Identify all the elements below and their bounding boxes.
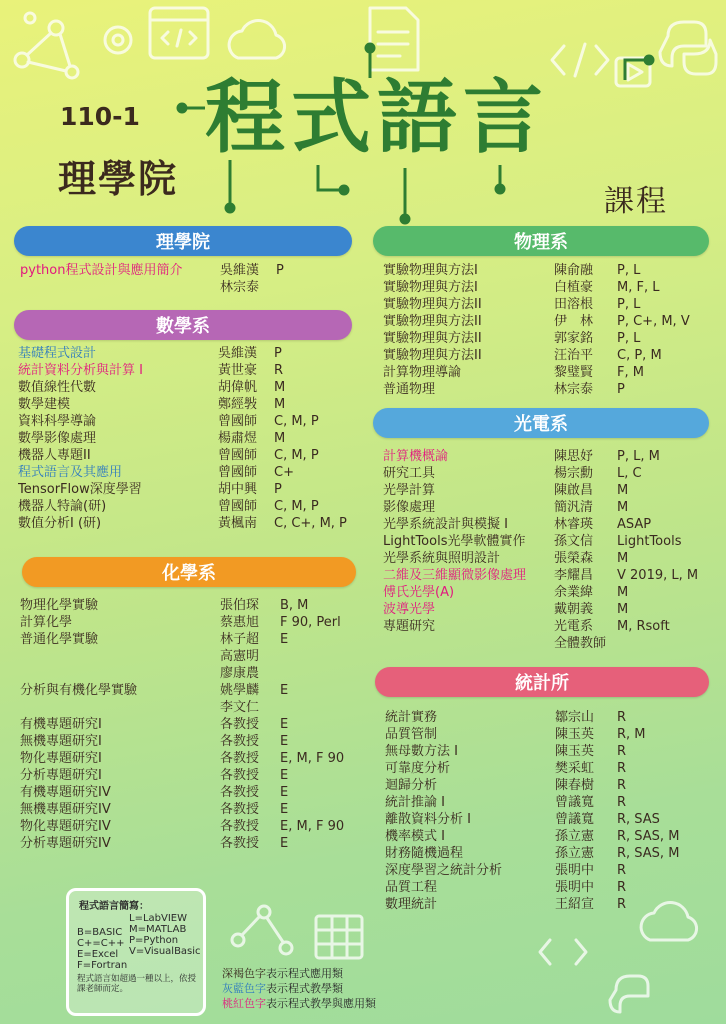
course-row: [18, 413, 359, 430]
legend-item: B=BASIC: [77, 927, 123, 938]
code-brackets-icon: [540, 940, 586, 964]
color-note-text: 表示程式應用類: [266, 967, 343, 980]
course-teacher: 廖康農: [220, 666, 260, 681]
course-row: [385, 760, 707, 777]
course-row: [383, 381, 712, 398]
course-name: 深度學習之統計分析: [385, 863, 503, 878]
course-list-chemistry: [20, 597, 370, 852]
course-language: M: [617, 500, 629, 515]
course-name: 二維及三維顯微影像處理: [383, 568, 527, 583]
course-name: 品質工程: [385, 880, 438, 895]
course-teacher: 曾國師: [218, 448, 258, 463]
course-language: P: [276, 263, 284, 278]
python-logo-icon: [660, 22, 716, 74]
course-name: 普通化學實驗: [20, 632, 99, 647]
course-language: M: [617, 602, 629, 617]
course-teacher: 李文仁: [220, 700, 260, 715]
course-language: R: [617, 795, 627, 810]
course-name: 無機專題研究IV: [20, 802, 111, 817]
course-teacher: 林宗泰: [220, 280, 260, 295]
course-language: R: [617, 710, 627, 725]
course-teacher: 各教授: [220, 734, 260, 749]
course-teacher: 陳春樹: [555, 778, 595, 793]
course-row: [385, 709, 707, 726]
course-row: [383, 465, 717, 482]
course-teacher: 吳維漢: [220, 263, 260, 278]
section-header-math: [14, 310, 352, 340]
course-language: C, M, P: [274, 414, 319, 429]
course-row: [18, 498, 359, 515]
course-row: [20, 699, 370, 716]
course-row: [383, 313, 712, 330]
course-name: 迴歸分析: [385, 778, 438, 793]
color-note-text: 表示程式教學與應用類: [266, 997, 376, 1010]
section-title: 光電系: [514, 414, 568, 435]
course-row: [385, 811, 707, 828]
course-name: 光學系統與照明設計: [383, 551, 501, 566]
course-language: E: [280, 717, 289, 732]
course-teacher: 光電系: [554, 619, 594, 634]
course-row: [20, 733, 370, 750]
course-name: 分析專題研究IV: [20, 836, 111, 851]
course-language: P, L, M: [617, 449, 660, 464]
course-language: [276, 279, 356, 296]
course-teacher: 各教授: [220, 785, 260, 800]
course-row: [18, 396, 359, 413]
course-teacher: 各教授: [220, 836, 260, 851]
color-note-text: 表示程式教學類: [266, 982, 343, 995]
course-row: [383, 635, 717, 652]
course-language: C, C+, M, P: [274, 516, 347, 531]
course-teacher: 曾議寬: [555, 795, 595, 810]
course-name: [20, 665, 220, 682]
course-language: E: [280, 836, 289, 851]
course-name: 數學建模: [18, 397, 71, 412]
course-teacher: 曾國師: [218, 465, 258, 480]
course-teacher: 各教授: [220, 802, 260, 817]
course-teacher: 白植豪: [554, 280, 594, 295]
course-language: M, F, L: [617, 280, 660, 295]
course-teacher: 孫文信: [554, 534, 594, 549]
course-language: E: [280, 734, 289, 749]
section-header-optics: [373, 408, 709, 438]
course-name: 研究工具: [383, 466, 436, 481]
color-note-brown: [222, 966, 376, 981]
course-language: E: [280, 802, 289, 817]
course-teacher: 黎璧賢: [554, 365, 594, 380]
color-note-pink: [222, 996, 376, 1011]
course-language: M: [274, 431, 286, 446]
course-row: [20, 767, 370, 784]
course-list-science: [20, 262, 356, 296]
course-row: [385, 777, 707, 794]
course-row: [385, 743, 707, 760]
course-row: [20, 665, 370, 682]
course-teacher: 黃世豪: [218, 363, 258, 378]
course-language: P, L: [617, 297, 641, 312]
course-language: R: [617, 778, 627, 793]
course-name: 物理化學實驗: [20, 598, 99, 613]
course-teacher: 王紹宣: [555, 897, 595, 912]
course-teacher: 林子超: [220, 632, 260, 647]
course-teacher: 楊肅煜: [218, 431, 258, 446]
course-name: 計算機概論: [383, 449, 449, 464]
course-list-physics: [383, 262, 712, 398]
course-row: [383, 567, 717, 584]
sub-title: 課程: [604, 184, 668, 219]
section-header-statistics: [375, 667, 709, 697]
course-language: P: [617, 382, 625, 397]
course-teacher: 汪治平: [554, 348, 594, 363]
course-language: R, M: [617, 727, 646, 742]
course-row: [20, 818, 370, 835]
course-language: E: [280, 632, 289, 647]
course-language: [280, 648, 370, 665]
course-language: C, P, M: [617, 348, 662, 363]
course-row: [18, 379, 359, 396]
course-row: [18, 464, 359, 481]
course-language: M: [617, 551, 629, 566]
course-name: 有機專題研究IV: [20, 785, 111, 800]
course-language: E, M, F 90: [280, 751, 345, 766]
course-teacher: 陳俞融: [554, 263, 594, 278]
course-row: [383, 533, 717, 550]
course-language: E, M, F 90: [280, 819, 345, 834]
course-list-optics: [383, 448, 717, 652]
course-teacher: 張伯琛: [220, 598, 260, 613]
course-language: [280, 665, 370, 682]
course-language: LightTools: [617, 534, 682, 549]
legend-right-list: [129, 913, 201, 957]
course-name: 分析與有機化學實驗: [20, 683, 138, 698]
course-row: [385, 862, 707, 879]
course-name: 機器人特論(研): [18, 499, 107, 514]
section-title: 物理系: [514, 232, 568, 253]
course-row: [383, 516, 717, 533]
course-row: [385, 794, 707, 811]
course-language: R: [617, 761, 627, 776]
course-teacher: 張榮森: [554, 551, 594, 566]
course-name: TensorFlow深度學習: [18, 482, 142, 497]
course-name: 實驗物理與方法II: [383, 331, 482, 346]
course-row: [383, 448, 717, 465]
section-header-chemistry: [22, 557, 356, 587]
course-language: R, SAS, M: [617, 829, 680, 844]
course-row: [20, 682, 370, 699]
course-name: 普通物理: [383, 382, 436, 397]
course-row: [385, 726, 707, 743]
course-row: [20, 279, 356, 296]
course-teacher: 林宗泰: [554, 382, 594, 397]
browser-code-icon: [150, 8, 208, 58]
course-teacher: 全體教師: [554, 636, 607, 651]
course-name: 物化專題研究I: [20, 751, 102, 766]
course-name: [20, 279, 220, 296]
course-teacher: 各教授: [220, 819, 260, 834]
course-row: [383, 499, 717, 516]
course-language: B, M: [280, 598, 309, 613]
course-name: 機率模式 I: [385, 829, 445, 844]
course-name: 實驗物理與方法II: [383, 297, 482, 312]
course-language: R: [617, 897, 627, 912]
course-language: [280, 699, 370, 716]
course-name: 無機專題研究I: [20, 734, 102, 749]
course-name: [383, 635, 554, 652]
course-row: [383, 601, 717, 618]
course-name: 專題研究: [383, 619, 436, 634]
section-title: 數學系: [156, 316, 210, 337]
course-teacher: 戴朝義: [554, 602, 594, 617]
course-row: [383, 279, 712, 296]
course-teacher: 鄒宗山: [555, 710, 595, 725]
course-language: E: [280, 785, 289, 800]
course-name: 程式語言及其應用: [18, 465, 123, 480]
section-title: 化學系: [162, 563, 216, 584]
course-language: R, SAS: [617, 812, 660, 827]
play-icon: [616, 58, 650, 86]
course-teacher: 各教授: [220, 751, 260, 766]
section-title: 統計所: [515, 673, 569, 694]
course-name: 實驗物理與方法II: [383, 348, 482, 363]
color-keyword: 深褐色字: [222, 967, 266, 980]
course-language: R, SAS, M: [617, 846, 680, 861]
legend-left-list: [77, 927, 127, 971]
course-name: 數值分析I (研): [18, 516, 102, 531]
course-teacher: 姚學麟: [220, 683, 260, 698]
semester-label: 110-1: [60, 102, 140, 131]
legend-item: L=LabVIEW: [129, 913, 187, 924]
course-language: R: [617, 880, 627, 895]
course-row: [383, 364, 712, 381]
course-language: P, L: [617, 263, 641, 278]
course-name: 統計資料分析與計算 I: [18, 363, 143, 378]
course-language: F, M: [617, 365, 644, 380]
color-keyword: 灰藍色字: [222, 982, 266, 995]
abbreviation-legend: [66, 888, 206, 1016]
course-name: 數理統計: [385, 897, 438, 912]
course-name: 影像處理: [383, 500, 436, 515]
course-name: 財務隨機過程: [385, 846, 464, 861]
course-language: [617, 635, 717, 652]
course-name: 數學影像處理: [18, 431, 97, 446]
course-name: 有機專題研究I: [20, 717, 102, 732]
college-title: 理學院: [58, 157, 179, 201]
course-name: 實驗物理與方法II: [383, 314, 482, 329]
course-teacher: 曾國師: [218, 414, 258, 429]
settings-icon: [105, 27, 131, 53]
course-language: C, M, P: [274, 448, 319, 463]
section-title: 理學院: [156, 232, 210, 253]
course-language: E: [280, 768, 289, 783]
legend-note: 程式語言如超過一種以上，依授課老師而定。: [77, 974, 197, 994]
course-teacher: 孫立憲: [555, 829, 595, 844]
course-row: [18, 447, 359, 464]
legend-title: 程式語言簡寫：: [79, 901, 149, 912]
color-note-blue: [222, 981, 376, 996]
course-language: F 90, Perl: [280, 615, 341, 630]
course-teacher: 張明中: [555, 880, 595, 895]
course-row: [383, 482, 717, 499]
course-teacher: 胡中興: [218, 482, 258, 497]
code-brackets-icon: [552, 44, 608, 76]
course-row: [18, 345, 359, 362]
course-name: LightTools光學軟體實作: [383, 534, 526, 549]
course-language: R: [617, 744, 627, 759]
course-teacher: 張明中: [555, 863, 595, 878]
course-language: P: [274, 482, 282, 497]
course-name: 統計實務: [385, 710, 438, 725]
legend-item: F=Fortran: [77, 960, 128, 971]
course-row: [385, 879, 707, 896]
course-teacher: 胡偉帆: [218, 380, 258, 395]
course-teacher: 余業緯: [554, 585, 594, 600]
course-name: 計算化學: [20, 615, 73, 630]
course-name: 物化專題研究IV: [20, 819, 111, 834]
course-row: [20, 801, 370, 818]
course-teacher: 楊宗勳: [554, 466, 594, 481]
section-header-science: [14, 226, 352, 256]
course-teacher: 郭家銘: [554, 331, 594, 346]
color-meaning-notes: [222, 966, 376, 1011]
course-row: [20, 262, 356, 279]
course-name: [20, 699, 220, 716]
course-language: M, Rsoft: [617, 619, 670, 634]
course-row: [385, 828, 707, 845]
course-name: 傅氏光學(A): [383, 585, 455, 600]
course-row: [20, 835, 370, 852]
course-name: 離散資料分析 I: [385, 812, 471, 827]
course-teacher: 鄭經斅: [218, 397, 258, 412]
course-language: P, L: [617, 331, 641, 346]
course-row: [383, 347, 712, 364]
course-row: [20, 716, 370, 733]
course-teacher: 田溶根: [554, 297, 594, 312]
network-icon: [232, 906, 292, 954]
course-teacher: 李耀昌: [554, 568, 594, 583]
course-row: [383, 296, 712, 313]
course-teacher: 各教授: [220, 768, 260, 783]
course-name: 光學系統設計與模擬 I: [383, 517, 508, 532]
course-language: M: [617, 585, 629, 600]
course-language: C+: [274, 465, 294, 480]
course-name: 可靠度分析: [385, 761, 451, 776]
course-name: 統計推論 I: [385, 795, 445, 810]
python-logo-icon: [610, 976, 648, 1012]
course-name: 分析專題研究I: [20, 768, 102, 783]
legend-item: P=Python: [129, 935, 179, 946]
course-row: [18, 430, 359, 447]
legend-item: E=Excel: [77, 949, 119, 960]
network-icon: [15, 13, 78, 78]
course-teacher: 曾國師: [218, 499, 258, 514]
course-teacher: 高憲明: [220, 649, 260, 664]
course-teacher: 伊 林: [554, 314, 594, 329]
course-row: [20, 648, 370, 665]
course-language: M: [274, 380, 286, 395]
course-name: 光學計算: [383, 483, 436, 498]
course-name: 品質管制: [385, 727, 438, 742]
course-name: 計算物理導論: [383, 365, 462, 380]
course-row: [385, 896, 707, 913]
course-language: ASAP: [617, 517, 652, 532]
course-row: [20, 784, 370, 801]
course-language: R: [617, 863, 627, 878]
course-row: [383, 584, 717, 601]
course-row: [18, 515, 359, 532]
course-name: python程式設計與應用簡介: [20, 263, 183, 278]
course-language: E: [280, 683, 289, 698]
spreadsheet-icon: [316, 916, 362, 958]
course-teacher: 蔡惠旭: [220, 615, 260, 630]
course-name: 數值線性代數: [18, 380, 97, 395]
course-row: [383, 550, 717, 567]
course-teacher: 陳玉英: [555, 744, 595, 759]
legend-item: V=VisualBasic: [129, 946, 201, 957]
legend-item: M=MATLAB: [129, 924, 187, 935]
course-language: P: [274, 346, 282, 361]
course-teacher: 樊采虹: [555, 761, 595, 776]
course-teacher: 陳思妤: [554, 449, 594, 464]
cloud-icon: [229, 21, 284, 58]
color-keyword: 桃紅色字: [222, 997, 266, 1010]
course-language: C, M, P: [274, 499, 319, 514]
course-name: 基礎程式設計: [18, 346, 97, 361]
course-row: [20, 597, 370, 614]
course-teacher: 孫立憲: [555, 846, 595, 861]
course-teacher: 簡汎清: [554, 500, 594, 515]
section-header-physics: [373, 226, 709, 256]
course-name: [20, 648, 220, 665]
course-row: [20, 631, 370, 648]
course-language: M: [617, 483, 629, 498]
course-row: [385, 845, 707, 862]
course-row: [20, 750, 370, 767]
course-name: 波導光學: [383, 602, 436, 617]
course-teacher: 陳啟昌: [554, 483, 594, 498]
document-icon: [370, 8, 418, 70]
course-row: [20, 614, 370, 631]
course-name: 無母數方法 I: [385, 744, 458, 759]
main-title: 程式語言: [205, 71, 549, 164]
course-name: 實驗物理與方法I: [383, 263, 478, 278]
course-row: [383, 262, 712, 279]
course-teacher: 各教授: [220, 717, 260, 732]
course-row: [383, 330, 712, 347]
course-teacher: 陳玉英: [555, 727, 595, 742]
course-row: [18, 481, 359, 498]
course-teacher: 林睿瑛: [554, 517, 594, 532]
course-language: M: [274, 397, 286, 412]
course-name: 機器人專題II: [18, 448, 91, 463]
course-teacher: 黃楓南: [218, 516, 258, 531]
course-row: [383, 618, 717, 635]
course-list-statistics: [385, 709, 707, 913]
course-name: 實驗物理與方法I: [383, 280, 478, 295]
course-teacher: 吳維漢: [218, 346, 258, 361]
course-language: L, C: [617, 466, 642, 481]
course-list-math: [18, 345, 359, 532]
legend-item: C+=C++: [77, 938, 125, 949]
course-name: 資料科學導論: [18, 414, 97, 429]
course-language: V 2019, L, M: [617, 568, 699, 583]
course-row: [18, 362, 359, 379]
course-language: P, C+, M, V: [617, 314, 690, 329]
course-teacher: 曾議寬: [555, 812, 595, 827]
course-language: R: [274, 363, 284, 378]
